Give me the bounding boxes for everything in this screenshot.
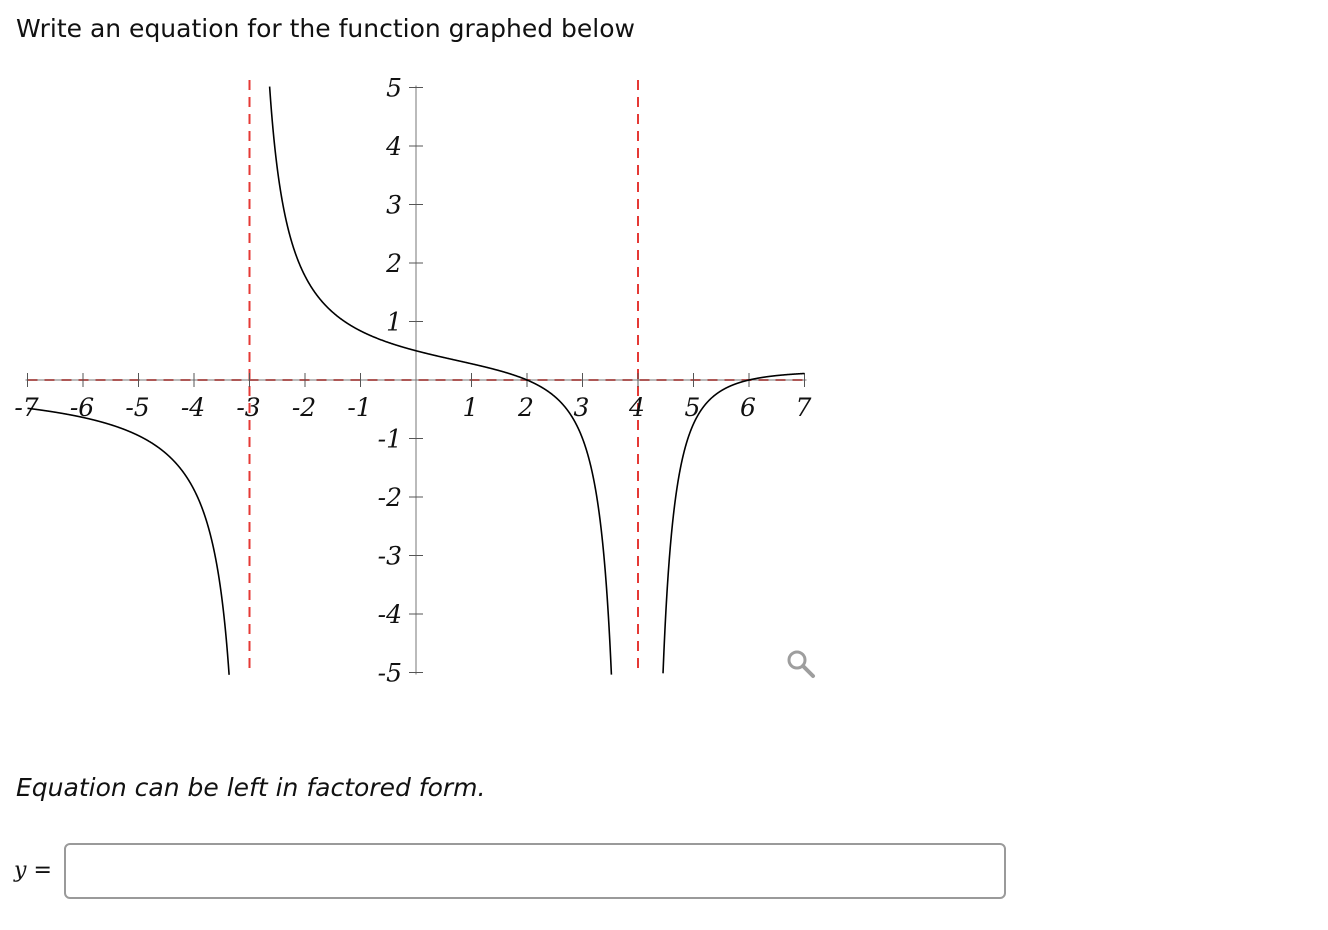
x-tick-label: -4: [180, 393, 206, 422]
x-tick-label: -6: [69, 393, 95, 422]
y-tick-label: 1: [386, 307, 402, 337]
answer-variable: y: [14, 858, 27, 883]
x-tick-label: -7: [14, 393, 39, 422]
x-tick-label: -5: [125, 393, 150, 422]
y-tick-label: -2: [377, 483, 402, 512]
magnifier-icon[interactable]: [784, 646, 818, 680]
y-tick-label: 3: [386, 190, 402, 220]
x-tick-label: 7: [795, 393, 812, 422]
x-tick-label: 5: [684, 393, 701, 422]
y-tick-label: 2: [386, 249, 402, 278]
y-tick-label: -4: [377, 600, 402, 629]
x-tick-label: 3: [573, 393, 590, 422]
instruction-text: Equation can be left in factored form.: [16, 773, 486, 802]
x-tick-label: 1: [462, 393, 479, 422]
x-tick-label: -3: [236, 393, 261, 422]
x-tick-label: -1: [347, 393, 372, 422]
y-tick-label: -1: [377, 424, 402, 454]
x-tick-label: 2: [518, 393, 534, 422]
question-title: Write an equation for the function graphed below: [16, 14, 635, 43]
curve-branch: [28, 408, 230, 675]
y-tick-label: 4: [386, 132, 402, 161]
x-tick-label: 4: [629, 393, 645, 422]
graph-axes: [26, 86, 807, 675]
y-tick-label: -3: [377, 541, 402, 571]
equation-input[interactable]: [64, 843, 1006, 899]
x-tick-label: 6: [740, 393, 756, 422]
answer-equals: =: [33, 858, 52, 883]
x-tick-label: -2: [291, 393, 317, 422]
function-graph: [0, 0, 830, 690]
y-tick-label: 5: [386, 73, 402, 103]
answer-label: [14, 858, 52, 883]
y-tick-label: -5: [377, 658, 402, 688]
